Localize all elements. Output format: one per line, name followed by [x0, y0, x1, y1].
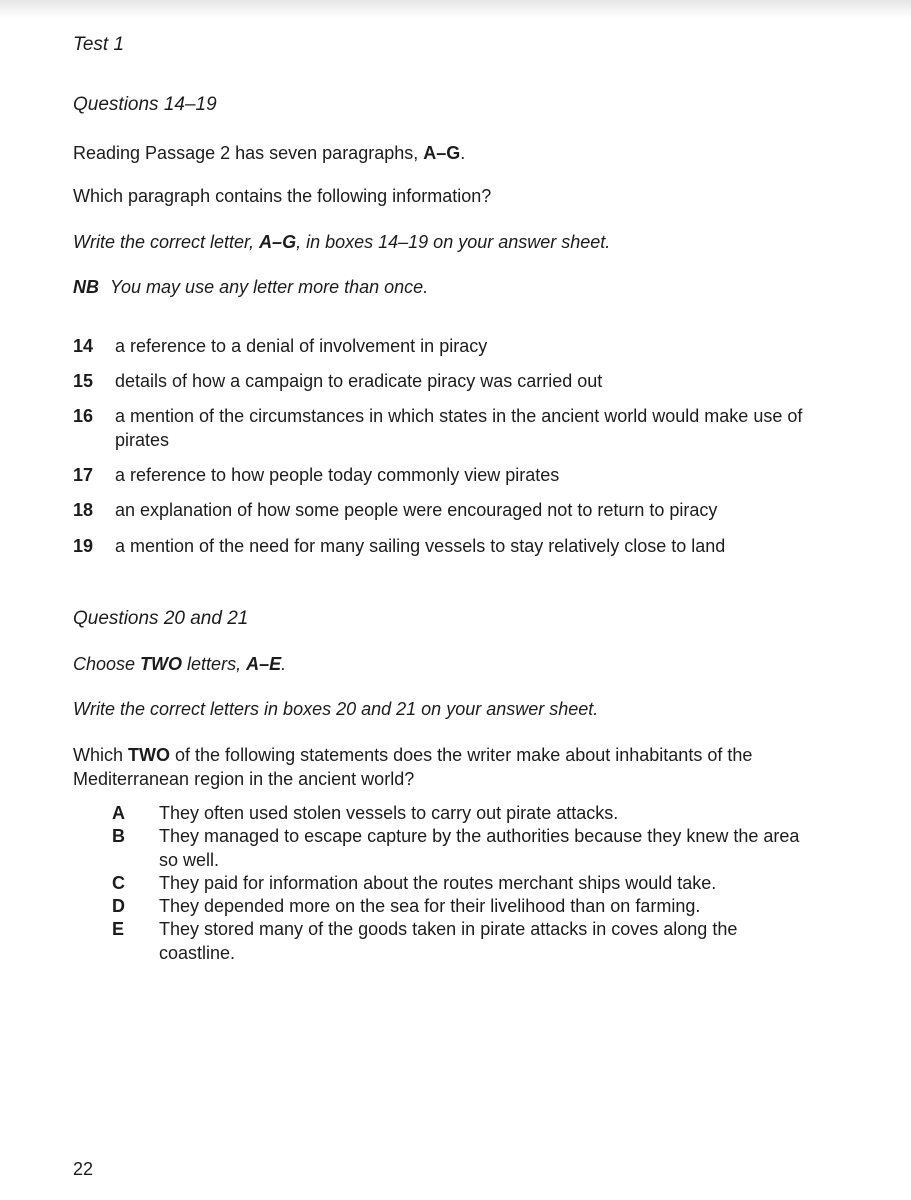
question-text: details of how a campaign to eradicate piracy was carried out — [115, 371, 603, 391]
section2-choose — [73, 654, 286, 675]
nb-label: NB — [73, 277, 99, 297]
scan-edge-shadow — [0, 0, 911, 18]
question-number: 14 — [73, 336, 94, 356]
question-number: 18 — [73, 500, 94, 520]
question-number: 15 — [73, 371, 94, 391]
question-text: an explanation of how some people were encouraged not to return to piracy — [115, 500, 718, 520]
nb-note — [73, 277, 428, 298]
choose-suffix: . — [281, 654, 287, 674]
question-number: 16 — [73, 406, 94, 426]
test-label: Test 1 — [73, 34, 125, 55]
question-text: a mention of the circumstances in which states in the ancient world would make use of pirates — [115, 406, 803, 450]
instruction-range: A–G — [259, 232, 297, 252]
stem-count: TWO — [128, 745, 171, 765]
stem-prefix: Which — [73, 745, 129, 765]
option-text: They managed to escape capture by the authorities because they knew the area so well. — [159, 826, 800, 870]
question-text: a reference to how people today commonly view pirates — [115, 465, 560, 485]
section1-heading: Questions 14–19 — [73, 94, 217, 115]
option-letter: D — [112, 896, 125, 916]
option-letter: B — [112, 826, 125, 846]
page-number: 22 — [73, 1159, 94, 1179]
section1-instruction — [73, 232, 610, 253]
option-text: They paid for information about the routes merchant ships would take. — [159, 873, 717, 893]
question-text: a reference to a denial of involvement in piracy — [115, 336, 488, 356]
intro-prefix: Reading Passage 2 has seven paragraphs, — [73, 143, 424, 163]
section2-stem — [73, 743, 823, 791]
nb-text: You may use any letter more than once. — [110, 277, 429, 297]
section2-heading: Questions 20 and 21 — [73, 608, 249, 629]
question-number: 17 — [73, 465, 94, 485]
option-text: They depended more on the sea for their livelihood than on farming. — [159, 896, 701, 916]
instruction-suffix: , in boxes 14–19 on your answer sheet. — [296, 232, 611, 252]
option-letter: C — [112, 873, 125, 893]
stem-suffix: of the following statements does the writer make about inhabitants of the Mediterranean region in the ancient world? — [73, 745, 753, 789]
option-text: They often used stolen vessels to carry out pirate attacks. — [159, 803, 619, 823]
intro-suffix: . — [460, 143, 466, 163]
instruction-prefix: Write the correct letter, — [73, 232, 260, 252]
question-text: a mention of the need for many sailing vessels to stay relatively close to land — [115, 536, 726, 556]
section1-intro — [73, 143, 465, 164]
option-letter: A — [112, 803, 125, 823]
choose-prefix: Choose — [73, 654, 141, 674]
section2-instruction: Write the correct letters in boxes 20 and 21 on your answer sheet. — [73, 699, 599, 719]
question-number: 19 — [73, 536, 94, 556]
intro-range: A–G — [423, 143, 461, 163]
choose-count: TWO — [140, 654, 183, 674]
choose-mid: letters, — [182, 654, 247, 674]
choose-range: A–E — [246, 654, 282, 674]
option-text: They stored many of the goods taken in pirate attacks in coves along the coastline. — [159, 919, 738, 963]
section1-question-line: Which paragraph contains the following information? — [73, 186, 492, 206]
option-letter: E — [112, 919, 125, 939]
